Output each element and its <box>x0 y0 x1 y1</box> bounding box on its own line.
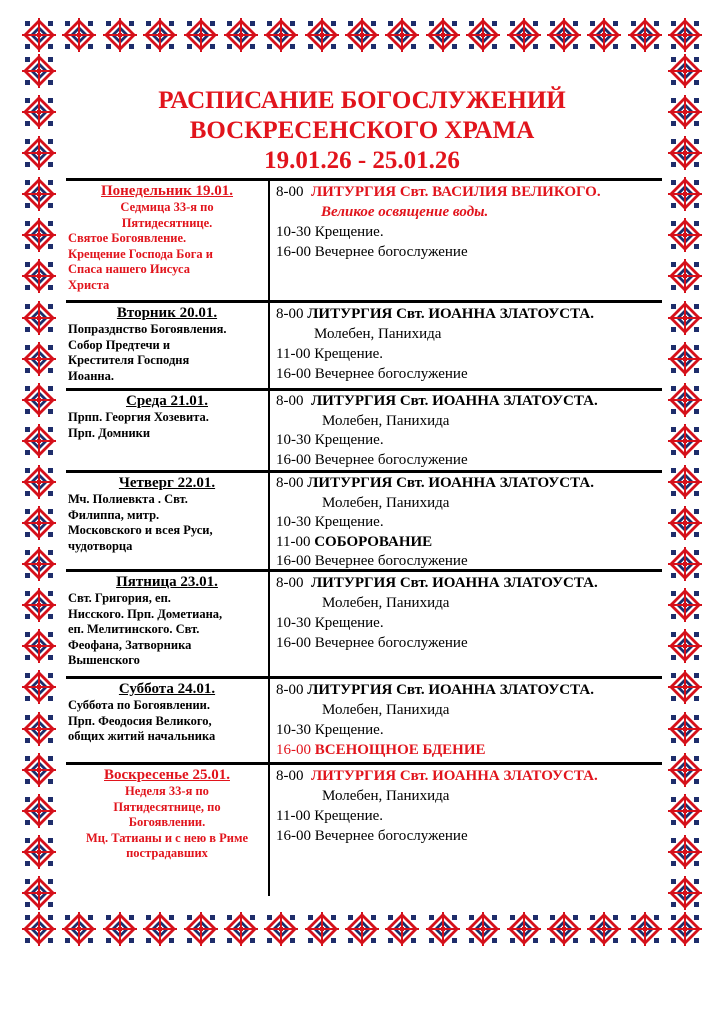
day-desc-line: Седмица 33-я по <box>120 200 214 214</box>
service: Крещение. <box>314 346 384 362</box>
time: 8-00 <box>276 393 304 409</box>
ornament-icon <box>184 18 218 52</box>
day-cell-sunday <box>68 766 266 862</box>
day-desc-line: Неделя 33-я по <box>125 784 209 798</box>
service: Вечернее богослужение <box>314 635 468 651</box>
day-desc-line: чудотворца <box>68 538 133 553</box>
service: Крещение. <box>314 224 384 240</box>
ornament-icon <box>587 18 621 52</box>
service: Вечернее богослужение <box>314 366 468 382</box>
schedule-sunday <box>276 766 664 846</box>
ornament-icon <box>668 670 702 704</box>
time: 10-30 <box>276 615 311 631</box>
time: 16-00 <box>276 828 311 844</box>
ornament-icon <box>668 835 702 869</box>
time: 8-00 <box>276 475 304 491</box>
ornament-icon <box>305 18 339 52</box>
day-desc-line: пострадавших <box>126 846 208 860</box>
ornament-icon <box>547 912 581 946</box>
service: Молебен, Панихида <box>322 494 450 511</box>
ornament-icon <box>507 912 541 946</box>
ornament-icon <box>668 218 702 252</box>
ornament-icon <box>305 912 339 946</box>
ornament-icon <box>426 18 460 52</box>
ornament-icon <box>628 18 662 52</box>
day-desc-line: Крестителя Господня <box>68 353 190 367</box>
ornament-icon <box>668 259 702 293</box>
ornament-icon <box>345 18 379 52</box>
service: Вечернее богослужение <box>314 451 468 468</box>
day-desc-line: Феофана, Затворника <box>68 637 192 652</box>
ornament-icon <box>62 912 96 946</box>
ornament-icon <box>668 383 702 417</box>
schedule-tuesday <box>276 304 664 384</box>
time: 10-30 <box>276 722 311 738</box>
service: ЛИТУРГИЯ Свт. ВАСИЛИЯ ВЕЛИКОГО. <box>311 184 601 200</box>
ornament-icon <box>22 670 56 704</box>
ornament-icon <box>22 876 56 910</box>
service: Молебен, Панихида <box>314 326 442 342</box>
day-desc-line: Попразднство Богоявления. <box>68 322 227 336</box>
ornament-icon <box>668 712 702 746</box>
ornament-icon <box>264 18 298 52</box>
day-cell-friday <box>68 573 266 669</box>
ornament-icon <box>668 753 702 787</box>
ornament-icon <box>385 912 419 946</box>
day-cell-wednesday <box>68 392 266 441</box>
table-divider <box>66 470 662 473</box>
ornament-icon <box>22 342 56 376</box>
day-desc-line: общих житий начальника <box>68 729 216 743</box>
ornament-icon <box>547 18 581 52</box>
ornament-icon <box>668 342 702 376</box>
ornament-icon <box>103 18 137 52</box>
service: Молебен, Панихида <box>322 788 450 804</box>
table-divider <box>66 762 662 765</box>
ornament-icon <box>587 912 621 946</box>
time: 8-00 <box>276 306 304 322</box>
ornament-icon <box>668 54 702 88</box>
schedule-friday <box>276 573 664 653</box>
ornament-icon <box>62 18 96 52</box>
day-desc-line: Спаса нашего Иисуса <box>68 262 190 276</box>
ornament-icon <box>143 912 177 946</box>
title-dates: 19.01.26 - 25.01.26 <box>264 147 460 174</box>
day-desc-line: Христа <box>68 277 110 292</box>
ornament-icon <box>507 18 541 52</box>
service: Крещение. <box>314 432 384 448</box>
ornament-icon <box>668 547 702 581</box>
service: СОБОРОВАНИЕ <box>314 533 433 550</box>
time: 16-00 <box>276 635 311 651</box>
ornament-icon <box>628 912 662 946</box>
ornament-icon <box>22 835 56 869</box>
ornament-icon <box>22 218 56 252</box>
schedule-monday <box>276 182 664 262</box>
ornament-icon <box>22 18 56 52</box>
day-name: Понедельник 19.01. <box>100 183 234 199</box>
ornament-icon <box>668 465 702 499</box>
day-desc-line: Суббота по Богоявлении. <box>68 698 210 712</box>
ornament-icon <box>22 259 56 293</box>
table-vertical-divider <box>268 178 270 896</box>
ornament-icon <box>668 588 702 622</box>
ornament-icon <box>22 54 56 88</box>
day-desc-line: Нисского. Прп. Дометиана, <box>68 606 223 621</box>
ornament-icon <box>668 95 702 129</box>
time: 16-00 <box>276 366 311 382</box>
time: 10-30 <box>276 432 311 448</box>
time: 11-00 <box>276 346 311 362</box>
ornament-icon <box>184 912 218 946</box>
schedule-saturday <box>276 680 664 760</box>
time: 10-30 <box>276 224 311 240</box>
day-name: Вторник 20.01. <box>116 305 218 321</box>
ornament-icon <box>22 912 56 946</box>
ornament-icon <box>668 794 702 828</box>
day-desc-line: Прпп. Георгия Хозевита. <box>68 410 209 424</box>
ornament-border-bottom <box>22 912 702 946</box>
service: Вечернее богослужение <box>314 828 468 844</box>
service: Молебен, Панихида <box>322 595 450 611</box>
table-divider <box>66 388 662 391</box>
ornament-icon <box>22 547 56 581</box>
day-desc-line: Пятидесятнице. <box>121 215 213 230</box>
service: ЛИТУРГИЯ Свт. ИОАННА ЗЛАТОУСТА. <box>307 682 594 698</box>
ornament-icon <box>224 912 258 946</box>
service: ЛИТУРГИЯ Свт. ИОАННА ЗЛАТОУСТА. <box>311 575 598 591</box>
ornament-icon <box>224 18 258 52</box>
time: 8-00 <box>276 768 304 784</box>
ornament-icon <box>668 424 702 458</box>
ornament-icon <box>22 506 56 540</box>
time: 8-00 <box>276 184 304 200</box>
service: Вечернее богослужение <box>314 244 468 260</box>
ornament-icon <box>22 712 56 746</box>
service: ВСЕНОЩНОЕ БДЕНИЕ <box>314 742 486 758</box>
table-divider <box>66 676 662 679</box>
service: Великое освящение воды. <box>321 204 489 220</box>
ornament-icon <box>22 424 56 458</box>
table-divider <box>66 178 662 181</box>
day-desc-line: еп. Мелитинского. Свт. <box>68 622 200 636</box>
time: 8-00 <box>276 682 304 698</box>
day-desc-line: Иоанна. <box>68 368 115 383</box>
ornament-border-right <box>668 54 702 910</box>
day-desc-line: Прп. Феодосия Великого, <box>68 713 212 728</box>
day-cell-monday <box>68 182 266 293</box>
ornament-icon <box>22 465 56 499</box>
ornament-icon <box>466 912 500 946</box>
day-desc-line: Мч. Полиевкта . Свт. <box>68 492 188 506</box>
service: Молебен, Панихида <box>322 412 450 429</box>
day-desc-line: Мц. Татианы и с нею в Риме <box>85 830 249 845</box>
time: 11-00 <box>276 533 311 550</box>
service: ЛИТУРГИЯ Свт. ИОАННА ЗЛАТОУСТА. <box>311 768 598 784</box>
ornament-icon <box>345 912 379 946</box>
ornament-icon <box>668 18 702 52</box>
service: Крещение. <box>314 722 384 738</box>
table-divider <box>66 300 662 303</box>
ornament-icon <box>22 753 56 787</box>
service: Крещение. <box>314 808 384 824</box>
ornament-icon <box>426 912 460 946</box>
service: Молебен, Панихида <box>322 702 450 718</box>
ornament-icon <box>22 794 56 828</box>
ornament-icon <box>668 136 702 170</box>
schedule-wednesday <box>276 392 664 470</box>
day-desc-line: Вышенского <box>68 653 140 667</box>
ornament-icon <box>466 18 500 52</box>
ornament-icon <box>22 177 56 211</box>
ornament-icon <box>668 912 702 946</box>
ornament-icon <box>264 912 298 946</box>
ornament-border-left <box>22 54 56 910</box>
time: 10-30 <box>276 514 311 530</box>
day-desc-line: Филиппа, митр. <box>68 507 160 522</box>
day-desc-line: Собор Предтечи и <box>68 337 171 352</box>
ornament-icon <box>143 18 177 52</box>
service: Вечернее богослужение <box>314 553 468 569</box>
service: ЛИТУРГИЯ Свт. ИОАННА ЗЛАТОУСТА. <box>307 475 594 491</box>
day-desc-line: Прп. Домники <box>68 425 151 440</box>
day-desc-line: Крещение Господа Бога и <box>68 246 213 261</box>
ornament-icon <box>22 95 56 129</box>
day-desc-line: Богоявлении. <box>128 815 206 829</box>
ornament-icon <box>103 912 137 946</box>
ornament-icon <box>668 629 702 663</box>
service: ЛИТУРГИЯ Свт. ИОАННА ЗЛАТОУСТА. <box>307 306 594 322</box>
day-name: Суббота 24.01. <box>118 681 216 697</box>
ornament-icon <box>22 136 56 170</box>
ornament-icon <box>668 506 702 540</box>
day-name: Воскресенье 25.01. <box>104 767 230 783</box>
day-name: Четверг 22.01. <box>118 475 216 491</box>
time: 16-00 <box>276 553 311 569</box>
ornament-icon <box>22 383 56 417</box>
day-desc-line: Святое Богоявление. <box>68 231 187 245</box>
time: 16-00 <box>276 742 311 758</box>
ornament-icon <box>385 18 419 52</box>
day-name: Среда 21.01. <box>126 393 208 409</box>
day-name: Пятница 23.01. <box>116 574 218 590</box>
ornament-border-top <box>22 18 702 52</box>
time: 11-00 <box>276 808 311 824</box>
title-line-1: РАСПИСАНИЕ БОГОСЛУЖЕНИЙ <box>158 87 566 114</box>
schedule-thursday <box>276 474 664 572</box>
service: Крещение. <box>314 514 384 530</box>
title-line-2: ВОСКРЕСЕНСКОГО ХРАМА <box>189 117 535 144</box>
day-cell-saturday <box>68 680 266 745</box>
ornament-icon <box>22 301 56 335</box>
time: 16-00 <box>276 451 311 468</box>
time: 8-00 <box>276 575 304 591</box>
ornament-icon <box>668 177 702 211</box>
day-cell-tuesday <box>68 304 266 384</box>
day-cell-thursday <box>68 474 266 554</box>
day-desc-line: Свт. Григория, еп. <box>68 591 171 605</box>
service: Крещение. <box>314 615 384 631</box>
ornament-icon <box>22 588 56 622</box>
day-desc-line: Пятидесятнице, по <box>113 799 221 814</box>
service: ЛИТУРГИЯ Свт. ИОАННА ЗЛАТОУСТА. <box>311 393 598 409</box>
time: 16-00 <box>276 244 311 260</box>
day-desc-line: Московского и всея Руси, <box>68 523 213 537</box>
ornament-icon <box>22 629 56 663</box>
ornament-icon <box>668 301 702 335</box>
ornament-icon <box>668 876 702 910</box>
